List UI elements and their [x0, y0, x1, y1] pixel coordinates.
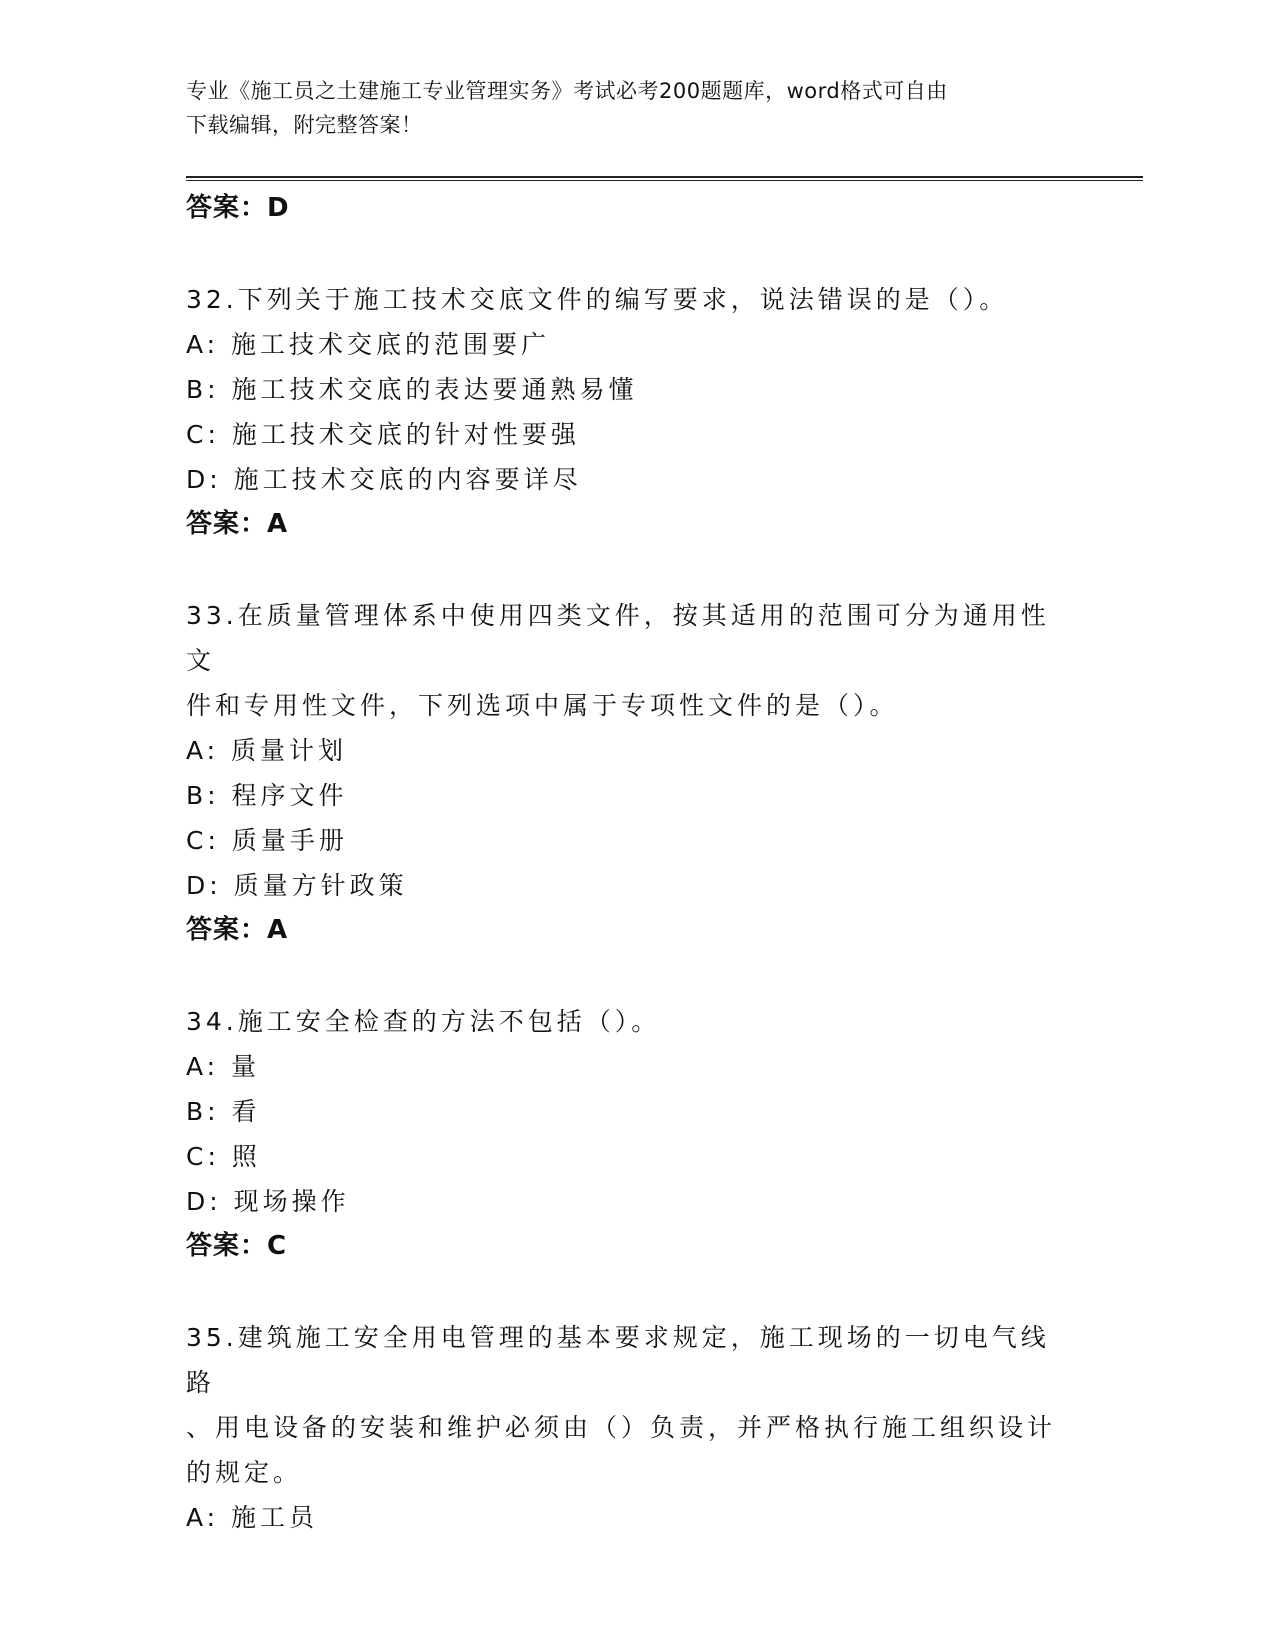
answer-text: 答案：A: [186, 509, 289, 539]
option-a: A: 量: [186, 1052, 261, 1081]
option-d: D: 现场操作: [186, 1187, 350, 1216]
option-b: B: 看: [186, 1097, 261, 1126]
option-a: A: 施工员: [186, 1503, 319, 1532]
question-block: [186, 1315, 1066, 1540]
page-header: [186, 74, 1066, 142]
option-a: A: 施工技术交底的范围要广: [186, 330, 551, 359]
option-b: B: 施工技术交底的表达要通熟易懂: [186, 375, 638, 404]
question-stem: 35.建筑施工安全用电管理的基本要求规定，施工现场的一切电气线路: [186, 1323, 1050, 1397]
header-line-2: 下载编辑，附完整答案！: [186, 113, 423, 137]
question-stem: 34.施工安全检查的方法不包括（）。: [186, 1007, 661, 1036]
question-stem: 32.下列关于施工技术交底文件的编写要求，说法错误的是（）。: [186, 285, 1009, 314]
option-a: A: 质量计划: [186, 736, 348, 765]
answer-text: 答案：A: [186, 915, 289, 945]
header-line-1: 专业《施工员之土建施工专业管理实务》考试必考200题题库，word格式可自由: [186, 79, 948, 103]
option-b: B: 程序文件: [186, 781, 348, 810]
question-stem: 件和专用性文件，下列选项中属于专项性文件的是（）。: [186, 691, 899, 720]
option-c: C: 照: [186, 1142, 261, 1171]
question-block: [186, 593, 1066, 953]
question-stem: 、用电设备的安装和维护必须由（）负责，并严格执行施工组织设计: [186, 1413, 1057, 1442]
question-block: [186, 277, 1066, 547]
option-c: C: 质量手册: [186, 826, 348, 855]
question-block: [186, 999, 1066, 1269]
answer-text: 答案：D: [186, 193, 290, 223]
question-stem: 33.在质量管理体系中使用四类文件，按其适用的范围可分为通用性文: [186, 601, 1050, 675]
option-d: D: 施工技术交底的内容要详尽: [186, 465, 582, 494]
option-d: D: 质量方针政策: [186, 871, 408, 900]
header-divider: [186, 176, 1143, 182]
answer-text: 答案：C: [186, 1231, 288, 1261]
question-content: [186, 186, 1066, 1540]
option-c: C: 施工技术交底的针对性要强: [186, 420, 580, 449]
question-stem: 的规定。: [186, 1458, 303, 1487]
